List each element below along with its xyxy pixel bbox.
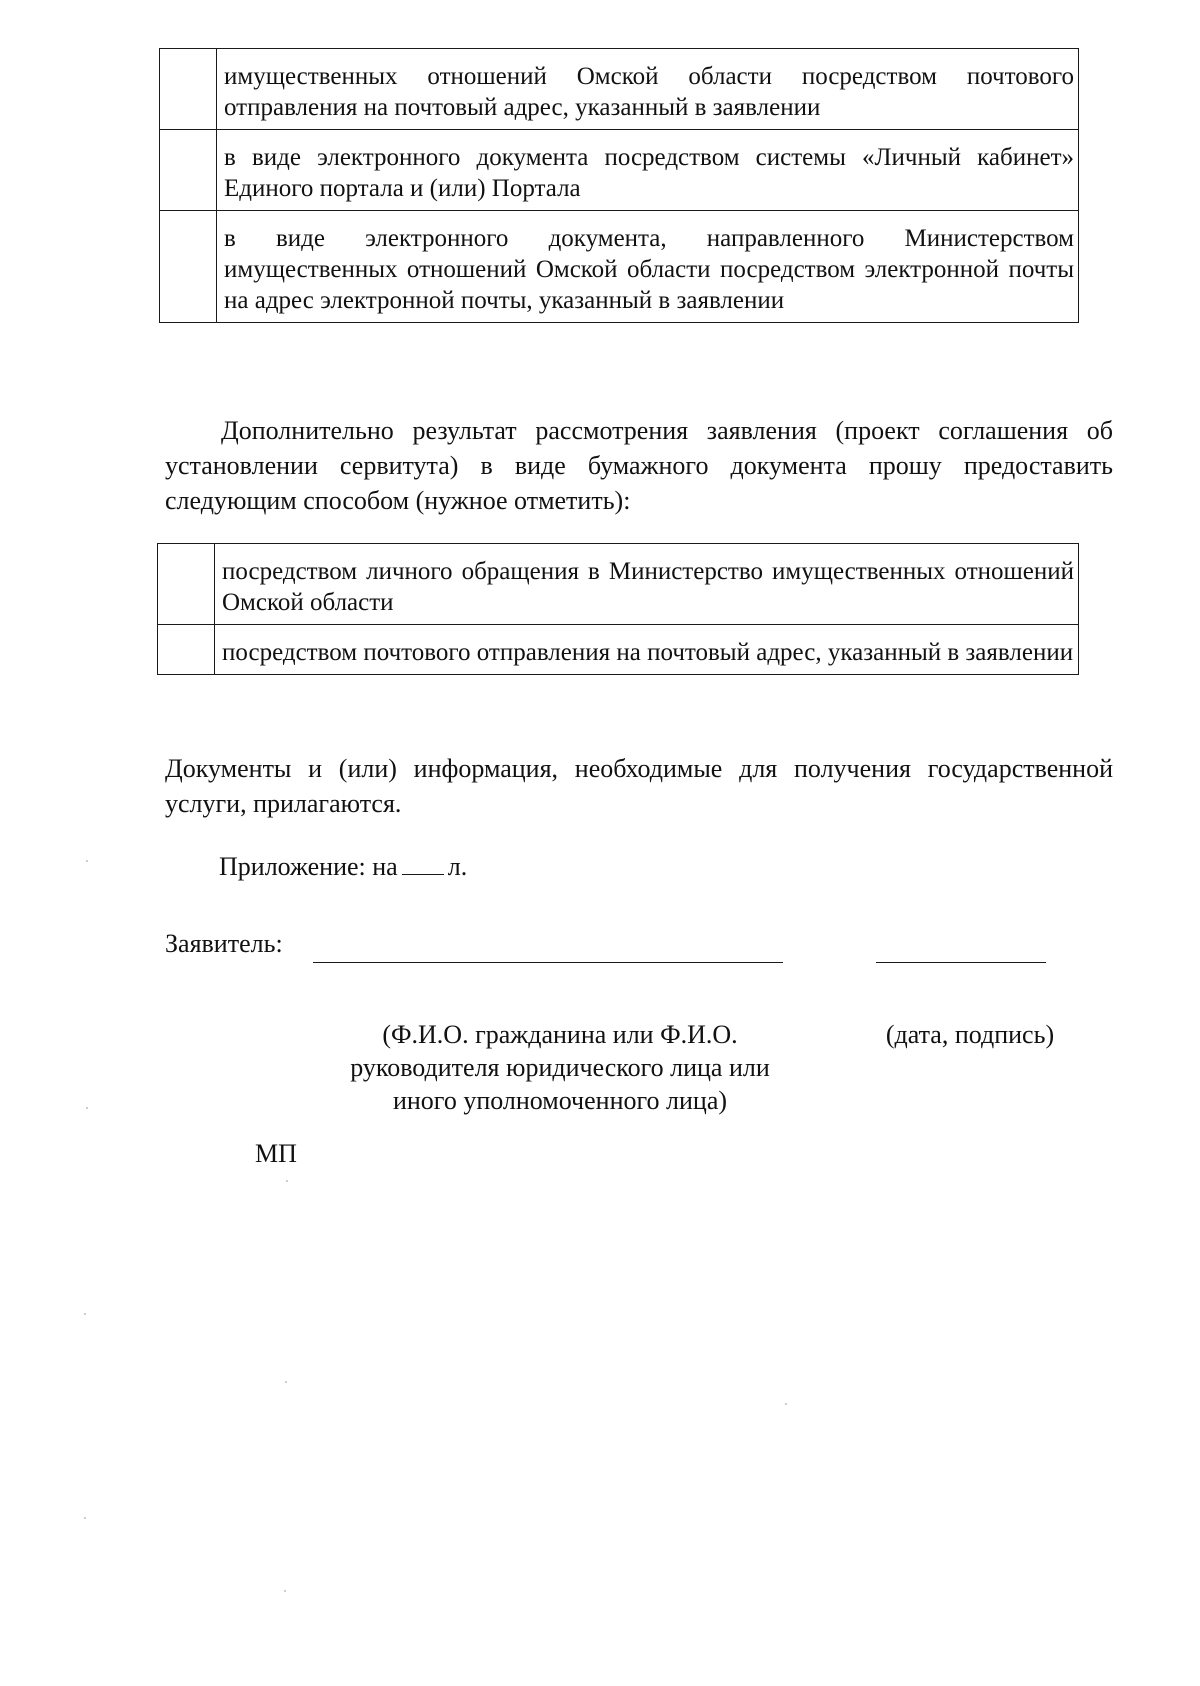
option-checkbox-mail[interactable]	[158, 625, 215, 675]
table-row	[158, 625, 1079, 675]
attachment-line	[219, 848, 467, 884]
option-label: имущественных отношений Омской области посредством почтового отправления на почтовый адрес, указанный в заявлении	[217, 49, 1079, 130]
applicant-name-line[interactable]	[313, 962, 783, 963]
result-delivery-options-table	[159, 48, 1079, 323]
option-checkbox-personal-account[interactable]	[160, 130, 217, 211]
scan-speck	[286, 1180, 288, 1182]
option-label: посредством личного обращения в Министерство имущественных отношений Омской области	[215, 544, 1079, 625]
date-signature-caption: (дата, подпись)	[885, 1020, 1055, 1049]
applicant-name-caption: (Ф.И.О. гражданина или Ф.И.О. руководителя юридического лица или иного уполномоченного лица)	[350, 1020, 770, 1115]
option-label: в виде электронного документа, направленного Министерством имущественных отношений Омской области посредством электронной почты на адрес электронной почты, указанный в заявлении	[217, 211, 1079, 323]
table-row	[158, 544, 1079, 625]
attachment-prefix: Приложение: на	[219, 852, 398, 881]
table-row	[160, 130, 1079, 211]
scan-speck	[86, 1107, 88, 1109]
scan-speck	[84, 1517, 86, 1519]
paper-delivery-options-table	[157, 543, 1079, 675]
option-checkbox-postal[interactable]	[160, 49, 217, 130]
attachment-suffix: л.	[447, 852, 468, 881]
option-checkbox-in-person[interactable]	[158, 544, 215, 625]
scan-speck	[785, 1403, 787, 1405]
documents-attached-paragraph: Документы и (или) информация, необходимые для получения государственной услуги, прилагаются.	[165, 754, 1113, 818]
scan-speck	[285, 1381, 287, 1383]
table-row	[160, 49, 1079, 130]
table-row	[160, 211, 1079, 323]
additional-delivery-paragraph: Дополнительно результат рассмотрения заявления (проект соглашения об установлении сервитута) в виде бумажного документа прошу предоставить следующим способом (нужное отметить):	[165, 416, 1113, 515]
option-checkbox-email[interactable]	[160, 211, 217, 323]
option-label: посредством почтового отправления на почтовый адрес, указанный в заявлении	[215, 625, 1079, 675]
scan-speck	[84, 1313, 86, 1315]
scan-speck	[284, 1590, 286, 1592]
scan-speck	[86, 860, 88, 862]
option-label: в виде электронного документа посредством системы «Личный кабинет» Единого портала и (или) Портала	[217, 130, 1079, 211]
applicant-label: Заявитель:	[165, 929, 283, 958]
stamp-place-label: МП	[255, 1139, 297, 1168]
date-signature-line[interactable]	[876, 962, 1046, 963]
attachment-pages-blank[interactable]	[402, 848, 444, 875]
